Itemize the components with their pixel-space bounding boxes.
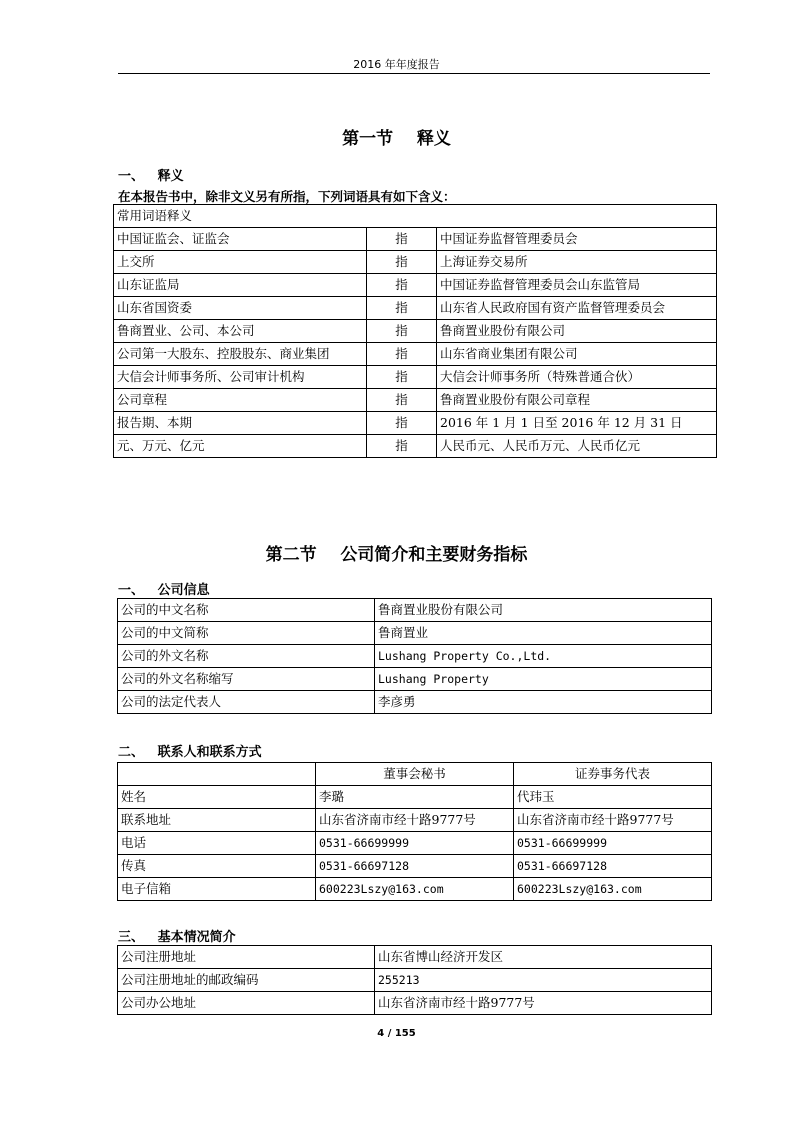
- table-row: [118, 969, 712, 992]
- meaning-cell: 中国证券监督管理委员会: [437, 228, 717, 251]
- term-cell: 大信会计师事务所、公司审计机构: [114, 366, 367, 389]
- label-cell: 公司的外文名称: [118, 645, 375, 668]
- value-cell: Lushang Property Co.,Ltd.: [375, 645, 712, 668]
- meaning-cell: 2016 年 1 月 1 日至 2016 年 12 月 31 日: [437, 412, 717, 435]
- label-cell: 公司注册地址: [118, 946, 375, 969]
- contacts-heading: 二、 联系人和联系方式: [118, 745, 262, 760]
- table-row: [118, 599, 712, 622]
- ref-cell: 指: [367, 228, 437, 251]
- secretary-cell: 0531-66697128: [316, 855, 514, 878]
- table-row: [118, 946, 712, 969]
- table-row: [118, 786, 712, 809]
- rep-cell: 0531-66699999: [514, 832, 712, 855]
- table-row: [114, 320, 717, 343]
- meaning-cell: 山东省人民政府国有资产监督管理委员会: [437, 297, 717, 320]
- value-cell: 山东省济南市经十路9777号: [375, 992, 712, 1015]
- secretary-cell: 0531-66699999: [316, 832, 514, 855]
- term-cell: 元、万元、亿元: [114, 435, 367, 458]
- definitions-table: [113, 204, 717, 458]
- secretary-cell: 山东省济南市经十路9777号: [316, 809, 514, 832]
- company-info-heading: 一、 公司信息: [118, 583, 210, 598]
- value-cell: 鲁商置业股份有限公司: [375, 599, 712, 622]
- meaning-cell: 中国证券监督管理委员会山东监管局: [437, 274, 717, 297]
- value-cell: 山东省博山经济开发区: [375, 946, 712, 969]
- definitions-heading: 一、 释义: [118, 169, 184, 184]
- meaning-cell: 上海证券交易所: [437, 251, 717, 274]
- table-row: [114, 251, 717, 274]
- label-cell: 公司的中文简称: [118, 622, 375, 645]
- table-row: [118, 992, 712, 1015]
- section1-title: 第一节 释义: [342, 129, 451, 149]
- definitions-intro: 在本报告书中，除非文义另有所指，下列词语具有如下含义：: [118, 189, 456, 204]
- table-row: [114, 435, 717, 458]
- value-cell: 李彦勇: [375, 691, 712, 714]
- secretary-column-header: 董事会秘书: [316, 763, 514, 786]
- header-divider: [118, 73, 710, 74]
- table-row: [114, 412, 717, 435]
- label-cell: 公司的外文名称缩写: [118, 668, 375, 691]
- empty-header-cell: [118, 763, 316, 786]
- ref-cell: 指: [367, 251, 437, 274]
- value-cell: 255213: [375, 969, 712, 992]
- table-row: [114, 274, 717, 297]
- table-row: [118, 855, 712, 878]
- label-cell: 电子信箱: [118, 878, 316, 901]
- section2-title: 第二节 公司简介和主要财务指标: [265, 545, 528, 565]
- label-cell: 传真: [118, 855, 316, 878]
- value-cell: Lushang Property: [375, 668, 712, 691]
- label-cell: 公司的中文名称: [118, 599, 375, 622]
- ref-cell: 指: [367, 274, 437, 297]
- basic-info-heading: 三、 基本情况简介: [118, 930, 236, 945]
- contacts-table: [117, 762, 712, 901]
- table-row: [118, 645, 712, 668]
- rep-cell: 山东省济南市经十路9777号: [514, 809, 712, 832]
- table-row: [118, 809, 712, 832]
- ref-cell: 指: [367, 297, 437, 320]
- ref-cell: 指: [367, 412, 437, 435]
- ref-cell: 指: [367, 389, 437, 412]
- table-row: [118, 763, 712, 786]
- meaning-cell: 山东省商业集团有限公司: [437, 343, 717, 366]
- label-cell: 电话: [118, 832, 316, 855]
- term-cell: 中国证监会、证监会: [114, 228, 367, 251]
- table-row: [118, 691, 712, 714]
- page-number: 4 / 155: [377, 1028, 416, 1039]
- representative-column-header: 证券事务代表: [514, 763, 712, 786]
- table-row: [118, 622, 712, 645]
- table-row: [118, 878, 712, 901]
- table-row: [114, 366, 717, 389]
- table-row: [114, 343, 717, 366]
- term-cell: 山东省国资委: [114, 297, 367, 320]
- secretary-cell: 李璐: [316, 786, 514, 809]
- rep-cell: 600223Lszy@163.com: [514, 878, 712, 901]
- company-info-table: [117, 598, 712, 714]
- label-cell: 公司注册地址的邮政编码: [118, 969, 375, 992]
- report-header-title: 2016 年年度报告: [353, 58, 440, 71]
- term-cell: 报告期、本期: [114, 412, 367, 435]
- term-cell: 上交所: [114, 251, 367, 274]
- meaning-cell: 鲁商置业股份有限公司: [437, 320, 717, 343]
- ref-cell: 指: [367, 366, 437, 389]
- meaning-cell: 大信会计师事务所（特殊普通合伙）: [437, 366, 717, 389]
- table-row: [114, 228, 717, 251]
- ref-cell: 指: [367, 435, 437, 458]
- meaning-cell: 鲁商置业股份有限公司章程: [437, 389, 717, 412]
- secretary-cell: 600223Lszy@163.com: [316, 878, 514, 901]
- definitions-table-header: 常用词语释义: [114, 205, 717, 228]
- table-row: [114, 297, 717, 320]
- label-cell: 姓名: [118, 786, 316, 809]
- label-cell: 联系地址: [118, 809, 316, 832]
- value-cell: 鲁商置业: [375, 622, 712, 645]
- ref-cell: 指: [367, 343, 437, 366]
- term-cell: 鲁商置业、公司、本公司: [114, 320, 367, 343]
- term-cell: 公司章程: [114, 389, 367, 412]
- ref-cell: 指: [367, 320, 437, 343]
- basic-info-table: [117, 945, 712, 1015]
- rep-cell: 代玮玉: [514, 786, 712, 809]
- term-cell: 公司第一大股东、控股股东、商业集团: [114, 343, 367, 366]
- table-row: [114, 389, 717, 412]
- rep-cell: 0531-66697128: [514, 855, 712, 878]
- term-cell: 山东证监局: [114, 274, 367, 297]
- table-row: [118, 668, 712, 691]
- table-row: [118, 832, 712, 855]
- label-cell: 公司的法定代表人: [118, 691, 375, 714]
- meaning-cell: 人民币元、人民币万元、人民币亿元: [437, 435, 717, 458]
- label-cell: 公司办公地址: [118, 992, 375, 1015]
